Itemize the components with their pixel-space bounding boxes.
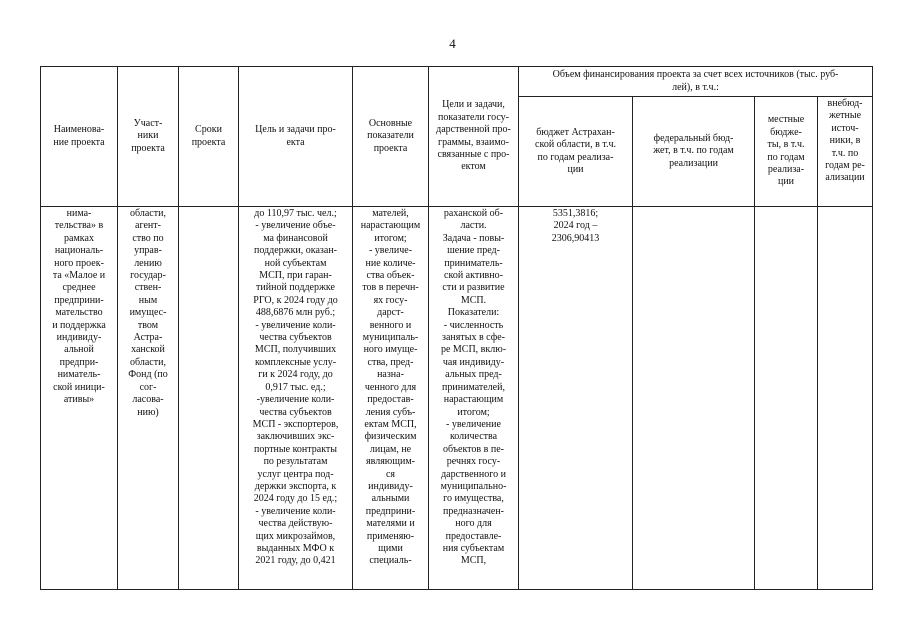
cell-budget-extra: [818, 207, 873, 590]
cell-participants: области, агент- ство по управ- лению государ- ствен- ным имущес- твом Астра- ханской области, Фонд (по сог- ласова- нию): [118, 207, 179, 590]
header-project-name: Наименова- ние проекта: [41, 67, 118, 207]
cell-project-name: нима- тельства» в рамках националь- ного проек- та «Малое и среднее предприни- мательство и поддержка индивиду- альной предпри- ниматель- ской иници- ативы»: [41, 207, 118, 590]
header-indicators: Основные показатели проекта: [353, 67, 429, 207]
header-budget-federal: федеральный бюд- жет, в т.ч. по годам реализации: [633, 97, 755, 207]
cell-program-goals: раханской об- ласти. Задача - повы- шение пред- приниматель- ской активно- сти и развитие МСП. Показатели: - численность занятых в сфе- ре МСП, вклю- чая индивиду- альных пред- принимателей, нарастающим итогом; - увеличение количества объектов в пе- речнях госу- дарственного и муниципально- го имущества, предназначен- ного для предоставле- ния субъектам МСП,: [429, 207, 519, 590]
header-terms: Сроки проекта: [179, 67, 239, 207]
cell-budget-local: [755, 207, 818, 590]
header-goal: Цель и задачи про- екта: [239, 67, 353, 207]
header-program-goals: Цели и задачи, показатели госу- дарственной про- граммы, взаимо- связанные с про- ектом: [429, 67, 519, 207]
cell-indicators: мателей, нарастающим итогом; - увеличе- ние количе- ства объек- тов в перечн- ях госу- дарст- венного и муниципаль- ного имуще- ства, пред- назна- ченного для предостав- ления субъ- ектам МСП, физическим лицам, не являющим- ся индивиду- альными предприни- мателями и применяю- щими специаль-: [353, 207, 429, 590]
table-row: [41, 207, 873, 590]
header-budget-local: местные бюдже- ты, в т.ч. по годам реализа- ции: [755, 97, 818, 207]
cell-terms: [179, 207, 239, 590]
header-budget-extra: внебюд- жетные источ- ники, в т.ч. по годам ре- ализации: [818, 97, 873, 207]
header-participants: Участ- ники проекта: [118, 67, 179, 207]
cell-budget-region: 5351,3816; 2024 год – 2306,90413: [519, 207, 633, 590]
header-funding-group: Объем финансирования проекта за счет всех источников (тыс. руб- лей), в т.ч.:: [519, 67, 873, 97]
header-budget-region: бюджет Астрахан- ской области, в т.ч. по годам реализа- ции: [519, 97, 633, 207]
cell-budget-federal: [633, 207, 755, 590]
cell-goal: до 110,97 тыс. чел.; - увеличение объе- ма финансовой поддержки, оказан- ной субъектам МСП, при гаран- тийной поддержке РГО, к 2024 году до 488,6876 млн руб.; - увеличение коли- чества субъектов МСП, получивших комплексные услу- ги к 2024 году, до 0,917 тыс. ед.; -увеличение коли- чества субъектов МСП - экспортеров, заключивших экс- портные контракты по результатам услуг центра под- держки экспорта, к 2024 году до 15 ед.; - увеличение коли- чества действую- щих микрозаймов, выданных МФО к 2021 году, до 0,421: [239, 207, 353, 590]
project-table: [40, 66, 873, 590]
page-number: 4: [449, 36, 456, 51]
